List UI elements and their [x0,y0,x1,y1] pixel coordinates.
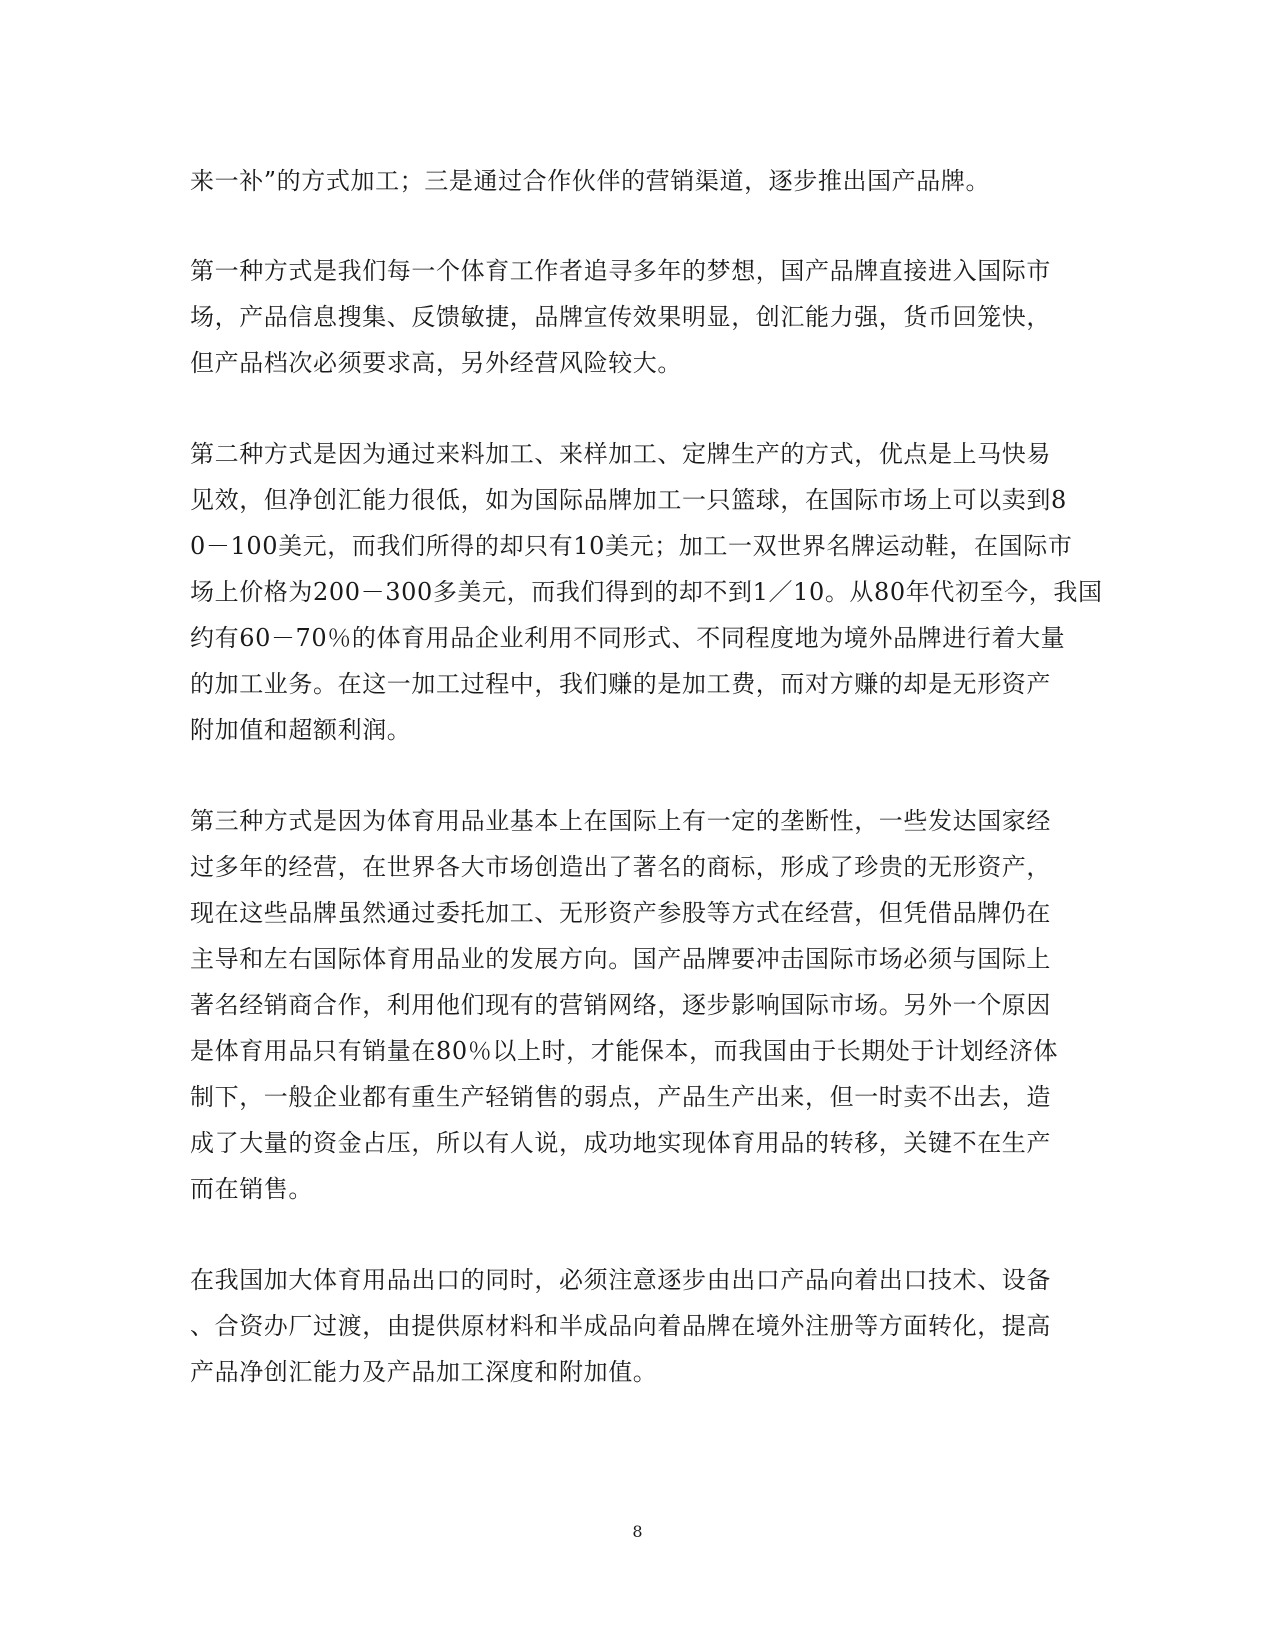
paragraph-4-line-6: 是体育用品只有销量在80％以上时，才能保本，而我国由于长期处于计划经济体 [190,1037,1059,1065]
paragraph-3-line-3: 0－100美元，而我们所得的却只有10美元；加工一双世界名牌运动鞋，在国际市 [190,532,1073,560]
paragraph-4-line-5: 著名经销商合作，利用他们现有的营销网络，逐步影响国际市场。另外一个原因 [190,991,1051,1019]
paragraph-5-line-2: 、合资办厂过渡，由提供原材料和半成品向着品牌在境外注册等方面转化，提高 [190,1312,1051,1340]
paragraph-4-line-4: 主导和左右国际体育用品业的发展方向。国产品牌要冲击国际市场必须与国际上 [190,945,1051,973]
paragraph-2-line-1: 第一种方式是我们每一个体育工作者追寻多年的梦想，国产品牌直接进入国际市 [190,257,1051,285]
paragraph-2-line-2: 场，产品信息搜集、反馈敏捷，品牌宣传效果明显，创汇能力强，货币回笼快， [190,303,1051,331]
paragraph-3-line-2: 见效，但净创汇能力很低，如为国际品牌加工一只篮球，在国际市场上可以卖到8 [190,486,1067,514]
paragraph-5-line-3: 产品净创汇能力及产品加工深度和附加值。 [190,1358,658,1386]
paragraph-3-line-6: 的加工业务。在这一加工过程中，我们赚的是加工费，而对方赚的却是无形资产 [190,670,1051,698]
page-number: 8 [632,1522,643,1541]
paragraph-4-line-3: 现在这些品牌虽然通过委托加工、无形资产参股等方式在经营，但凭借品牌仍在 [190,899,1051,927]
paragraph-1-line-1: 来一补”的方式加工；三是通过合作伙伴的营销渠道，逐步推出国产品牌。 [190,167,991,195]
paragraph-4-line-1: 第三种方式是因为体育用品业基本上在国际上有一定的垄断性，一些发达国家经 [190,807,1051,835]
paragraph-3-line-5: 约有60－70％的体育用品企业利用不同形式、不同程度地为境外品牌进行着大量 [190,624,1066,652]
paragraph-2-line-3: 但产品档次必须要求高，另外经营风险较大。 [190,349,682,377]
paragraph-5-line-1: 在我国加大体育用品出口的同时，必须注意逐步由出口产品向着出口技术、设备 [190,1266,1051,1294]
paragraph-3-line-1: 第二种方式是因为通过来料加工、来样加工、定牌生产的方式，优点是上马快易 [190,440,1051,468]
paragraph-3-line-4: 场上价格为200－300多美元，而我们得到的却不到1／10。从80年代初至今，我国 [190,578,1103,606]
paragraph-4-line-8: 成了大量的资金占压，所以有人说，成功地实现体育用品的转移，关键不在生产 [190,1129,1051,1157]
paragraph-4-line-2: 过多年的经营，在世界各大市场创造出了著名的商标，形成了珍贵的无形资产， [190,853,1051,881]
paragraph-4-line-9: 而在销售。 [190,1175,313,1203]
paragraph-3-line-7: 附加值和超额利润。 [190,716,412,744]
paragraph-4-line-7: 制下，一般企业都有重生产轻销售的弱点，产品生产出来，但一时卖不出去，造 [190,1083,1051,1111]
